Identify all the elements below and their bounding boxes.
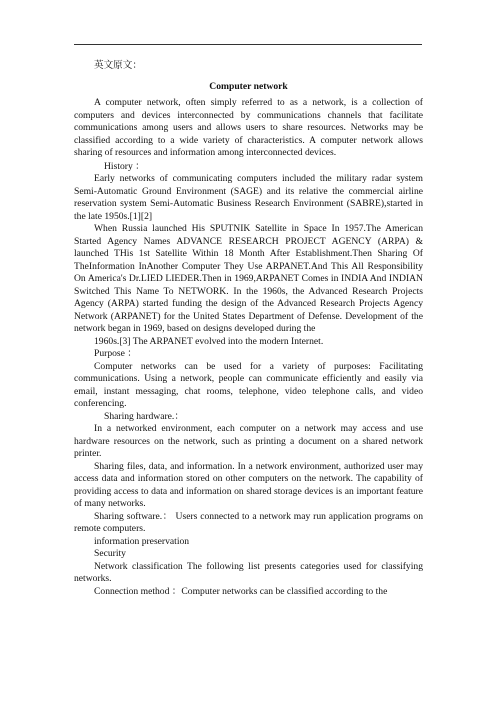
section-label-history: History ： <box>104 160 145 172</box>
document-body <box>74 60 423 598</box>
paragraph-sharing-files: Sharing files, data, and information. In a network environment, authorized user may access data and information stored on other computers on the network. The capability of providing access to data and information on shared storage devices is an important feature of many networks. <box>74 460 423 509</box>
paragraph-sharing-hardware: In a networked environment, each computer on a network may access and use hardware resources on the network, such as printing a document on a shared network printer. <box>74 423 423 459</box>
paragraph-network-classification: Network classification The following list presents categories used for classifying networks. <box>74 560 423 584</box>
paragraph-sharing-software: Sharing software.： Users connected to a network may run application programs on remote computers. <box>74 510 423 534</box>
document-title: Computer network <box>209 80 288 92</box>
section-label-purpose: Purpose ： <box>94 348 137 359</box>
source-heading: 英文原文： <box>94 60 142 71</box>
paragraph-history-arpanet: 1960s.[3] The ARPANET evolved into the modern Internet. <box>94 335 324 347</box>
label-security: Security <box>94 548 126 559</box>
paragraph-history-early: Early networks of communicating computers included the military radar system Semi-Automatic Ground Environment (SAGE) and its relative the commercial airline reservation system Semi-Automatic Business Research Environment (SABRE),started in the late 1950s.[1][2] <box>74 173 423 222</box>
header-rule <box>74 44 422 45</box>
paragraph-connection-method: Connection method ：Computer networks can be classified according to the <box>94 585 388 597</box>
paragraph-history-arpa: When Russia launched His SPUTNIK Satellite in Space In 1957.The American Started Agency Names ADVANCE RESEARCH PROJECT AGENCY (ARPA) & launched THis 1st Satellite Within 18 Month After Establishment.Then Sharing Of TheInformation InAnother Computer They Use ARPANET.And This All Responsibility On America's Dr.LIED LIEDER.Then in 1969,ARPANET Comes in INDIA And INDIAN Switched This Name To NETWORK. In the 1960s, the Advanced Research Projects Agency (ARPA) started funding the design of the Advanced Research Projects Agency Network (ARPANET) for the United States Department of Defense. Development of the network began in 1969, based on designs developed during the <box>74 223 423 334</box>
paragraph-intro: A computer network, often simply referred to as a network, is a collection of computers and devices interconnected by communications channels that facilitate communications among users and allows users to share resources. Networks may be classified according to a wide variety of characteristics. A computer network allows sharing of resources and information among interconnected devices. <box>74 97 423 158</box>
paragraph-purpose: Computer networks can be used for a variety of purposes: Facilitating communications. Using a network, people can communicate efficiently and easily via email, instant messaging, chat rooms, telephone, video telephone calls, and video conferencing. <box>74 360 423 409</box>
section-label-sharing-hardware: Sharing hardware.： <box>104 410 184 422</box>
label-information-preservation: information preservation <box>94 535 190 547</box>
